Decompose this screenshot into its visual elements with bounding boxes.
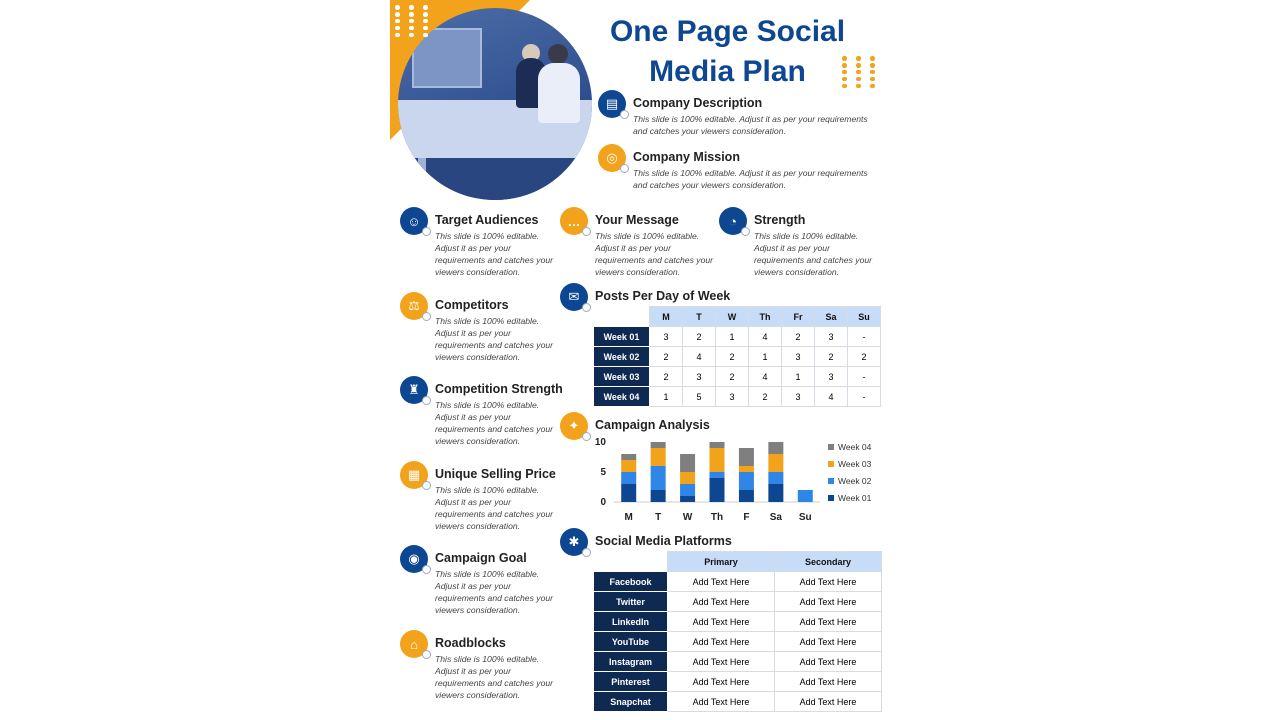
- platform-name: LinkedIn: [594, 612, 668, 632]
- platform-name: Snapchat: [594, 692, 668, 712]
- posts-table: [593, 306, 881, 407]
- bar-segment: [739, 466, 754, 472]
- network-icon: ✱: [560, 528, 588, 556]
- day-header: Su: [848, 307, 881, 327]
- legend-swatch: [828, 444, 834, 450]
- day-header: M: [650, 307, 683, 327]
- post-count-cell: 2: [716, 367, 749, 387]
- post-count-cell: 3: [683, 367, 716, 387]
- bar-segment: [680, 472, 695, 484]
- x-tick-label: F: [743, 512, 750, 523]
- one-page-document: [390, 0, 890, 720]
- day-header: Th: [749, 307, 782, 327]
- legend-swatch: [828, 461, 834, 467]
- post-count-cell: 2: [683, 327, 716, 347]
- day-header: W: [716, 307, 749, 327]
- legend-label: Week 01: [838, 493, 872, 503]
- secondary-cell: Add Text Here: [775, 652, 882, 672]
- primary-cell: Add Text Here: [668, 612, 775, 632]
- y-tick-label: 5: [600, 467, 606, 478]
- day-header: Fr: [782, 307, 815, 327]
- section-description: This slide is 100% editable. Adjust it as per your requirements and catches your viewers consideration.: [754, 231, 872, 277]
- section-description: This slide is 100% editable. Adjust it as per your requirements and catches your viewers consideration.: [435, 400, 553, 447]
- document-icon: ▤: [598, 90, 626, 118]
- x-tick-label: T: [655, 512, 662, 523]
- scale-icon: ⚖: [400, 292, 428, 320]
- secondary-cell: Add Text Here: [775, 592, 882, 612]
- post-count-cell: 2: [815, 347, 848, 367]
- y-tick-label: 0: [600, 497, 606, 508]
- platform-name: YouTube: [594, 632, 668, 652]
- week-label: Week 03: [594, 367, 650, 387]
- user-icon: ☺: [400, 207, 428, 235]
- post-count-cell: 1: [782, 367, 815, 387]
- section-description: This slide is 100% editable. Adjust it as per your requirements and catches your viewers consideration.: [435, 569, 553, 616]
- column-header: Primary: [668, 552, 775, 572]
- post-count-cell: 2: [716, 347, 749, 367]
- day-header: Sa: [815, 307, 848, 327]
- table-row: [594, 632, 882, 652]
- section-heading: Campaign Goal: [435, 551, 527, 566]
- primary-cell: Add Text Here: [668, 652, 775, 672]
- platforms-table: [593, 551, 882, 712]
- table-row: [594, 612, 882, 632]
- table-row: [594, 672, 882, 692]
- page-title: One Page Social Media Plan: [609, 15, 846, 88]
- bar-segment: [621, 460, 636, 472]
- grid-icon: ▦: [400, 461, 428, 489]
- bar-segment: [739, 448, 754, 466]
- post-count-cell: 1: [749, 347, 782, 367]
- platform-name: Instagram: [594, 652, 668, 672]
- chess-icon: ♜: [400, 376, 428, 404]
- barrier-icon: ⌂: [400, 630, 428, 658]
- bar-segment: [651, 448, 666, 466]
- x-tick-label: M: [624, 512, 633, 523]
- bar-segment: [621, 484, 636, 502]
- post-count-cell: 2: [749, 387, 782, 407]
- bar-segment: [680, 496, 695, 502]
- section-heading: Social Media Platforms: [595, 534, 732, 548]
- post-count-cell: 4: [749, 367, 782, 387]
- post-count-cell: 3: [815, 367, 848, 387]
- section-heading: Target Audiences: [435, 213, 539, 227]
- week-label: Week 04: [594, 387, 650, 407]
- platform-name: Pinterest: [594, 672, 668, 692]
- secondary-cell: Add Text Here: [775, 612, 882, 632]
- column-header: Secondary: [775, 552, 882, 572]
- section-heading: Posts Per Day of Week: [595, 289, 731, 303]
- bar-segment: [768, 454, 783, 472]
- bar-segment: [768, 484, 783, 502]
- bullseye-icon: ◉: [400, 545, 428, 573]
- table-row: [594, 692, 882, 712]
- post-count-cell: -: [848, 387, 881, 407]
- section-description: This slide is 100% editable. Adjust it as per your requirements and catches your viewers consideration.: [435, 484, 553, 531]
- post-count-cell: 5: [683, 387, 716, 407]
- arm-icon: ◔: [719, 207, 747, 235]
- section-description: This slide is 100% editable. Adjust it as per your requirements and catches your viewers consideration.: [633, 114, 868, 136]
- post-count-cell: 2: [650, 347, 683, 367]
- platform-name: Twitter: [594, 592, 668, 612]
- section-heading: Competitors: [435, 297, 509, 312]
- bar-segment: [651, 490, 666, 502]
- post-count-cell: 3: [782, 387, 815, 407]
- section-description: This slide is 100% editable. Adjust it as per your requirements and catches your viewers consideration.: [595, 231, 713, 277]
- bar-segment: [680, 484, 695, 496]
- table-row: [594, 592, 882, 612]
- post-count-cell: -: [848, 367, 881, 387]
- post-count-cell: 1: [716, 327, 749, 347]
- chat-icon: …: [560, 207, 588, 235]
- x-tick-label: Su: [798, 512, 812, 523]
- platform-name: Facebook: [594, 572, 668, 592]
- post-count-cell: 1: [650, 387, 683, 407]
- bar-segment: [710, 448, 725, 472]
- legend-label: Week 03: [838, 459, 872, 469]
- y-tick-label: 10: [594, 437, 606, 448]
- secondary-cell: Add Text Here: [775, 692, 882, 712]
- legend-label: Week 02: [838, 476, 872, 486]
- table-row: [594, 347, 881, 367]
- primary-cell: Add Text Here: [668, 632, 775, 652]
- table-row: [594, 652, 882, 672]
- post-count-cell: 3: [650, 327, 683, 347]
- section-heading: Campaign Analysis: [595, 418, 710, 432]
- section-description: This slide is 100% editable. Adjust it as per your requirements and catches your viewers consideration.: [435, 231, 553, 277]
- post-count-cell: 4: [815, 387, 848, 407]
- bar-segment: [651, 442, 666, 448]
- week-label: Week 01: [594, 327, 650, 347]
- secondary-cell: Add Text Here: [775, 572, 882, 592]
- secondary-cell: Add Text Here: [775, 632, 882, 652]
- bar-segment: [768, 442, 783, 454]
- legend-swatch: [828, 495, 834, 501]
- section-heading: Strength: [754, 213, 806, 227]
- post-count-cell: 2: [650, 367, 683, 387]
- dot-pattern: [394, 4, 429, 38]
- primary-cell: Add Text Here: [668, 592, 775, 612]
- post-count-cell: 4: [749, 327, 782, 347]
- post-count-cell: 2: [848, 347, 881, 367]
- bar-segment: [680, 454, 695, 472]
- table-row: [594, 572, 882, 592]
- section-heading: Competition Strength: [435, 382, 563, 397]
- post-count-cell: 3: [716, 387, 749, 407]
- primary-cell: Add Text Here: [668, 692, 775, 712]
- handshake-icon: ✦: [560, 412, 588, 440]
- x-tick-label: W: [682, 512, 693, 523]
- bar-segment: [621, 454, 636, 460]
- bar-segment: [768, 472, 783, 484]
- week-label: Week 02: [594, 347, 650, 367]
- section-heading: Company Description: [633, 96, 763, 110]
- table-row: [594, 367, 881, 387]
- section-heading: Company Mission: [633, 150, 740, 164]
- day-header: T: [683, 307, 716, 327]
- legend-label: Week 04: [838, 442, 872, 452]
- bar-segment: [710, 472, 725, 478]
- section-description: This slide is 100% editable. Adjust it as per your requirements and catches your viewers consideration.: [633, 168, 868, 190]
- primary-cell: Add Text Here: [668, 572, 775, 592]
- post-count-cell: -: [848, 327, 881, 347]
- bar-segment: [651, 466, 666, 490]
- mail-icon: ✉: [560, 283, 588, 311]
- section-heading: Roadblocks: [435, 636, 506, 650]
- bar-segment: [710, 442, 725, 448]
- bar-segment: [739, 490, 754, 502]
- campaign-chart: [590, 436, 890, 526]
- bar-segment: [621, 472, 636, 484]
- section-description: This slide is 100% editable. Adjust it as per your requirements and catches your viewers consideration.: [435, 315, 553, 362]
- section-heading: Unique Selling Price: [435, 466, 556, 481]
- bar-segment: [710, 478, 725, 502]
- post-count-cell: 3: [782, 347, 815, 367]
- table-row: [594, 387, 881, 407]
- section-description: This slide is 100% editable. Adjust it as per your requirements and catches your viewers consideration.: [435, 654, 553, 700]
- bar-segment: [798, 490, 813, 502]
- post-count-cell: 2: [782, 327, 815, 347]
- post-count-cell: 4: [683, 347, 716, 367]
- primary-cell: Add Text Here: [668, 672, 775, 692]
- bar-segment: [739, 472, 754, 490]
- target-icon: ◎: [598, 144, 626, 172]
- x-tick-label: Th: [710, 512, 724, 523]
- legend-swatch: [828, 478, 834, 484]
- post-count-cell: 3: [815, 327, 848, 347]
- x-tick-label: Sa: [769, 512, 782, 523]
- secondary-cell: Add Text Here: [775, 672, 882, 692]
- section-heading: Your Message: [595, 213, 679, 227]
- table-row: [594, 327, 881, 347]
